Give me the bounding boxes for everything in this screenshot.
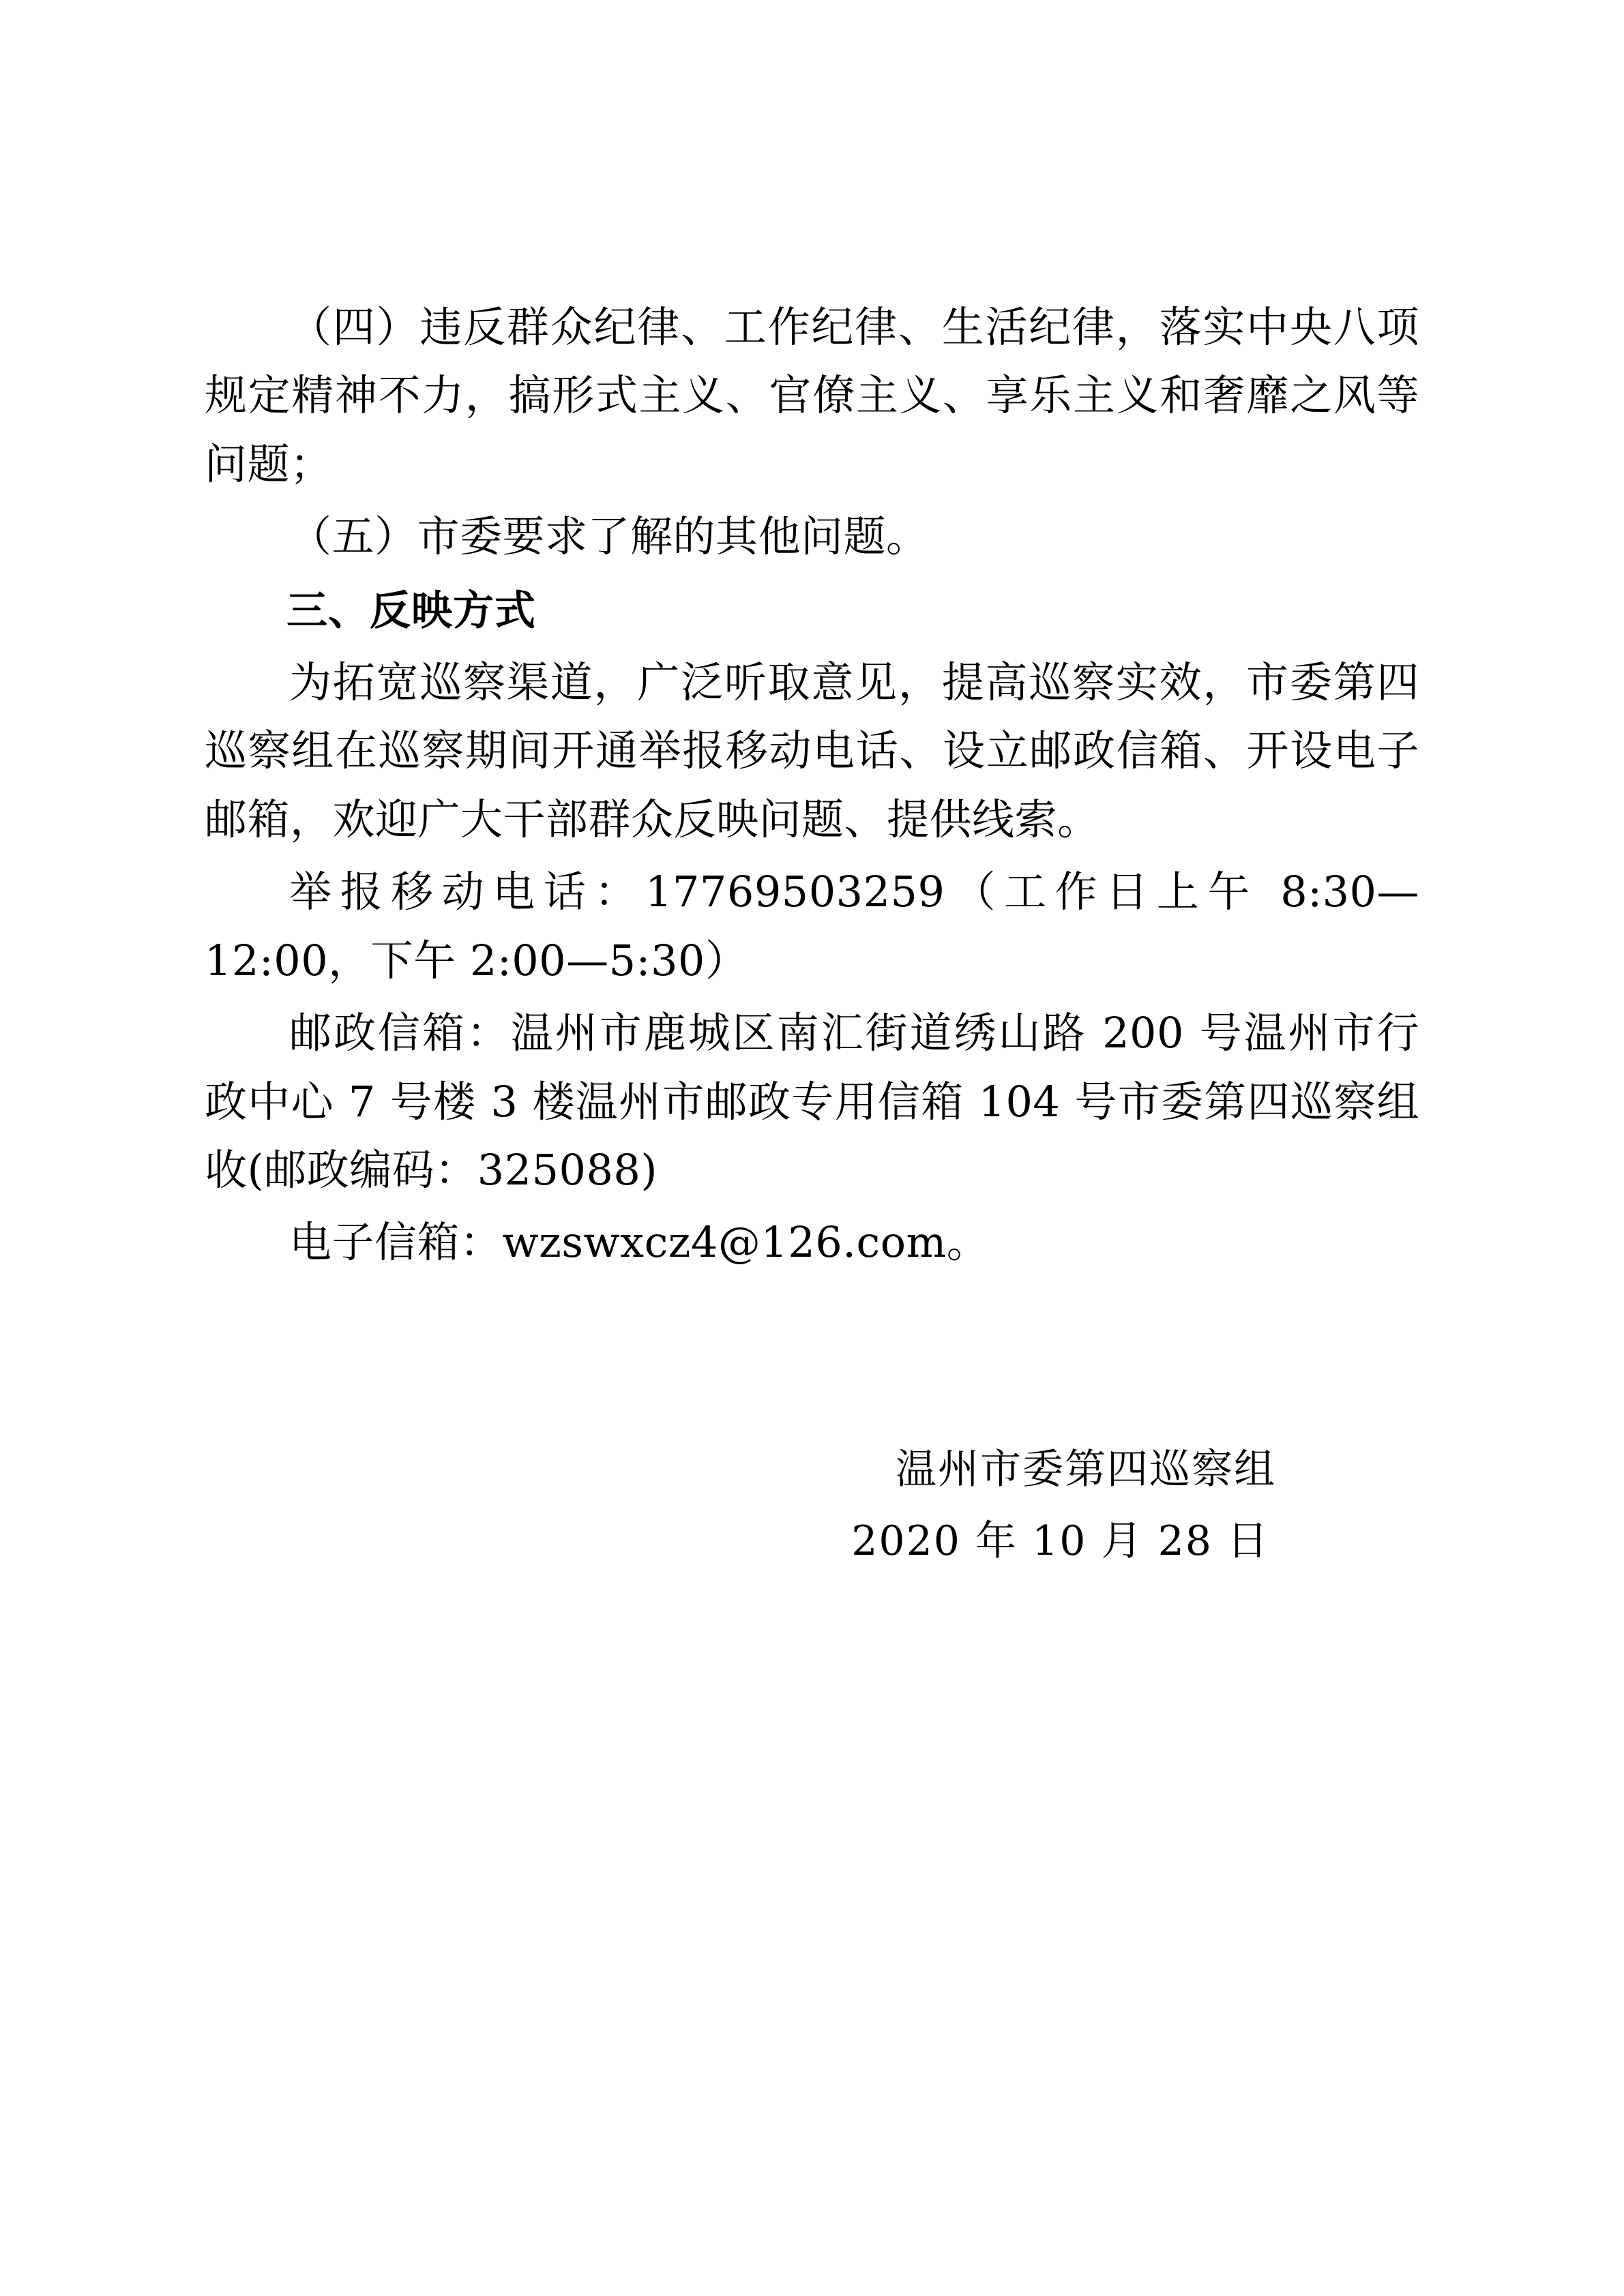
signature-spacer <box>205 1277 1419 1434</box>
paragraph-purpose: 为拓宽巡察渠道，广泛听取意见，提高巡察实效，市委第四巡察组在巡察期间开通举报移动电话、设立邮政信箱、开设电子邮箱，欢迎广大干部群众反映问题、提供线索。 <box>205 657 1419 844</box>
section-heading-feedback-methods: 三、反映方式 <box>286 586 536 635</box>
paragraph-item-five: （五）市委要求了解的其他问题。 <box>289 511 929 562</box>
signature-block <box>205 1434 1419 1577</box>
paragraph-item-four: （四）违反群众纪律、工作纪律、生活纪律，落实中央八项规定精神不力，搞形式主义、官僚主义、享乐主义和奢靡之风等问题； <box>205 302 1419 489</box>
signature-organization: 温州市委第四巡察组 <box>896 1445 1276 1493</box>
document-body <box>205 293 1419 1577</box>
signature-date: 2020 年 10 月 28 日 <box>851 1517 1269 1565</box>
paragraph-report-phone: 举报移动电话：17769503259（工作日上午 8:30—12:00，下午 2:00—5:30） <box>205 867 1419 985</box>
paragraph-postal-address: 邮政信箱：温州市鹿城区南汇街道绣山路 200 号温州市行政中心 7 号楼 3 楼温州市邮政专用信箱 104 号市委第四巡察组收(邮政编码：325088) <box>205 1008 1419 1195</box>
paragraph-email: 电子信箱：wzswxcz4@126.com。 <box>289 1217 990 1268</box>
